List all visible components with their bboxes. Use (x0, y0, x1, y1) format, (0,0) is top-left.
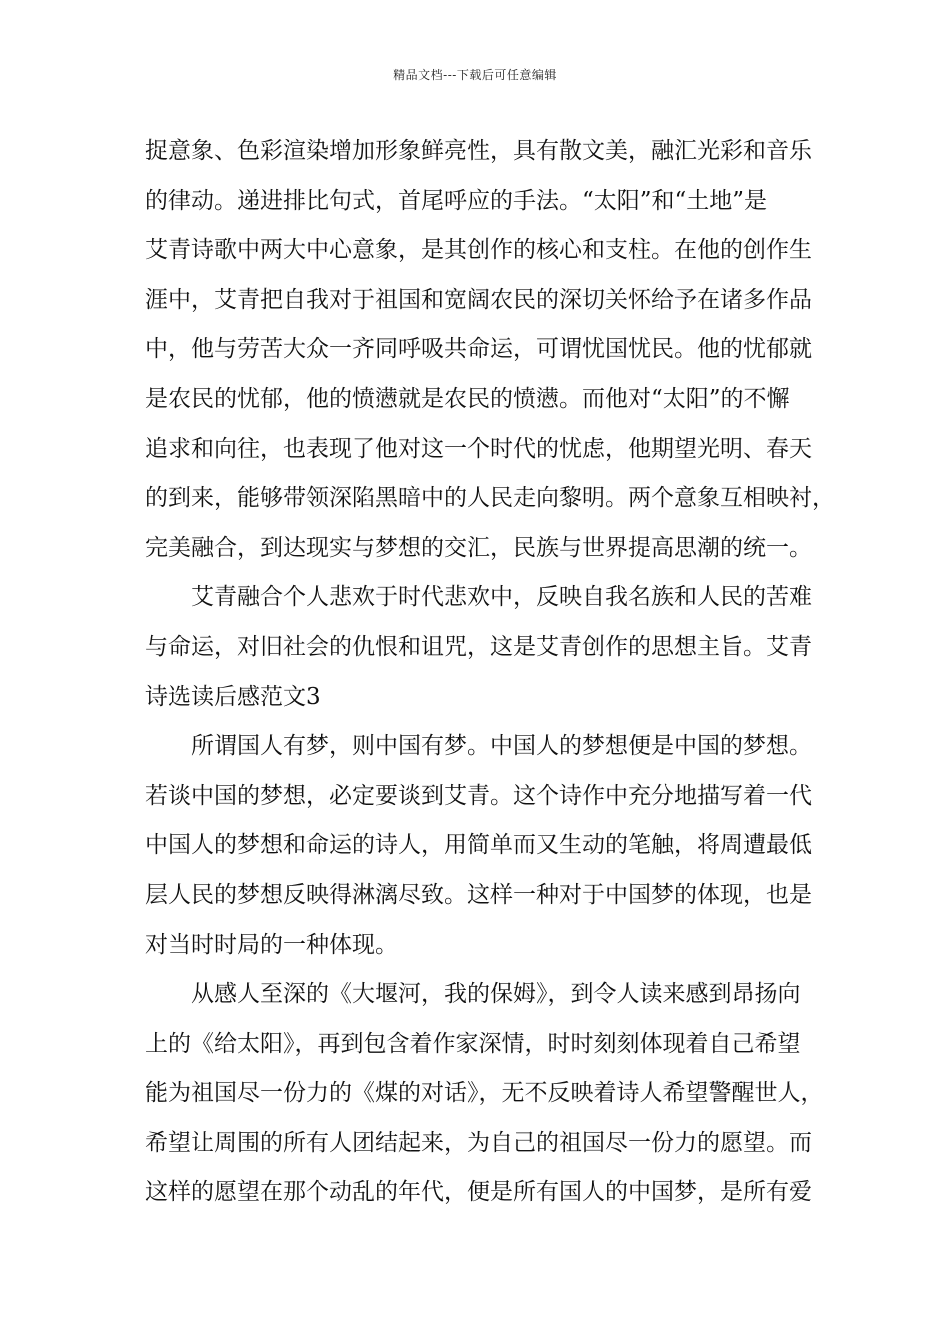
section-title: 诗选读后感范文3 (145, 683, 321, 710)
paragraph-first-line: 艾青融合个人悲欢于时代悲欢中，反映自我名族和人民的苦难 (191, 584, 812, 611)
text-line: 希望让周围的所有人团结起来，为自己的祖国尽一份力的愿望。而 (145, 1129, 812, 1156)
page-header: 精品文档---下载后可任意编辑 (393, 68, 557, 82)
text-line: 是农民的忧郁，他的愤懑就是农民的愤懑。而他对“太阳”的不懈 (145, 385, 790, 412)
text-line: 追求和向往，也表现了他对这一个时代的忧虑，他期望光明、春天 (145, 435, 812, 462)
text-line: 捉意象、色彩渲染增加形象鲜亮性，具有散文美，融汇光彩和音乐 (145, 138, 812, 164)
text-line: 中，他与劳苦大众一齐同呼吸共命运，可谓忧国忧民。他的忧郁就 (145, 336, 812, 363)
body-text (145, 127, 835, 1218)
text-line: 中国人的梦想和命运的诗人，用简单而又生动的笔触，将周遭最低 (145, 832, 812, 859)
text-line: 层人民的梦想反映得淋漓尽致。这样一种对于中国梦的体现，也是 (145, 881, 812, 908)
text-line: 上的《给太阳》，再到包含着作家深情，时时刻刻体现着自己希望 (145, 1030, 801, 1057)
text-line: 对当时时局的一种体现。 (145, 931, 398, 958)
text-line: 的到来，能够带领深陷黑暗中的人民走向黎明。两个意象互相映衬， (145, 485, 835, 512)
text-line: 若谈中国的梦想，必定要谈到艾青。这个诗作中充分地描写着一代 (145, 782, 812, 809)
paragraph-first-line: 所谓国人有梦，则中国有梦。中国人的梦想便是中国的梦想。 (191, 733, 812, 760)
text-line: 能为祖国尽一份力的《煤的对话》，无不反映着诗人希望警醒世人， (145, 1080, 824, 1107)
paragraph-first-line: 从感人至深的《大堰河，我的保姆》，到令人读来感到昂扬向 (191, 981, 801, 1008)
text-line: 艾青诗歌中两大中心意象，是其创作的核心和支柱。在他的创作生 (145, 237, 812, 264)
text-line: 这样的愿望在那个动乱的年代，便是所有国人的中国梦，是所有爱 (145, 1179, 812, 1206)
text-line: 涯中，艾青把自我对于祖国和宽阔农民的深切关怀给予在诸多作品 (145, 286, 812, 313)
text-line: 的律动。递进排比句式，首尾呼应的手法。“太阳”和“土地”是 (145, 187, 768, 214)
text-line: 与命运，对旧社会的仇恨和诅咒，这是艾青创作的思想主旨。艾青 (145, 633, 812, 660)
text-line: 完美融合，到达现实与梦想的交汇，民族与世界提高思潮的统一。 (145, 534, 812, 561)
